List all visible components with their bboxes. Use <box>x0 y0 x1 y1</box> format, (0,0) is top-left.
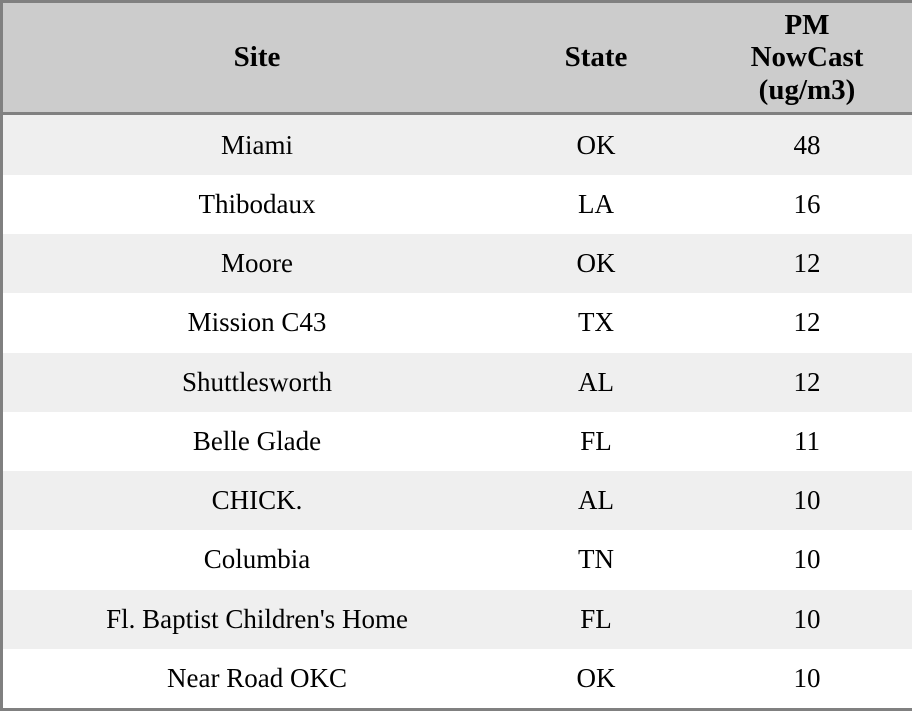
cell-site: Belle Glade <box>192 425 322 456</box>
cell-state: OK <box>576 662 616 693</box>
cell-state: AL <box>578 485 614 516</box>
table-row <box>3 234 912 293</box>
cell-site: Columbia <box>203 544 311 575</box>
cell-value: 12 <box>793 248 821 279</box>
cell-value: 10 <box>793 603 821 634</box>
cell-value: 10 <box>793 485 821 516</box>
pm-nowcast-table <box>3 3 912 708</box>
column-header-site: Site <box>3 3 511 114</box>
cell-value: 16 <box>793 188 821 219</box>
cell-value: 10 <box>793 662 821 693</box>
column-header-pm-nowcast-line1: PM <box>784 9 830 41</box>
table-row <box>3 353 912 412</box>
cell-site: Shuttlesworth <box>181 366 332 397</box>
cell-value: 12 <box>793 366 821 397</box>
cell-site: Near Road OKC <box>167 662 347 693</box>
cell-site: Miami <box>221 129 293 160</box>
column-header-pm-nowcast <box>681 3 912 114</box>
cell-value: 12 <box>793 307 821 338</box>
cell-state: OK <box>576 129 616 160</box>
cell-site: Moore <box>221 248 293 279</box>
table-row <box>3 175 912 234</box>
table-body <box>3 114 912 708</box>
cell-site: Thibodaux <box>198 188 316 219</box>
cell-state: OK <box>576 248 616 279</box>
cell-value: 48 <box>793 129 821 160</box>
table-row <box>3 412 912 471</box>
cell-state: TN <box>578 544 614 575</box>
table-row <box>3 649 912 708</box>
table-row <box>3 293 912 352</box>
cell-state: FL <box>580 425 612 456</box>
cell-value: 10 <box>793 544 821 575</box>
table-row <box>3 114 912 175</box>
cell-state: LA <box>578 188 614 219</box>
column-header-pm-nowcast-line3: (ug/m3) <box>758 73 856 106</box>
table-header-row <box>3 3 912 114</box>
cell-site: CHICK. <box>211 485 303 516</box>
column-header-pm-nowcast-line2: NowCast <box>750 41 864 74</box>
cell-state: AL <box>578 366 614 397</box>
cell-state: TX <box>578 307 614 338</box>
table-row <box>3 590 912 649</box>
cell-state: FL <box>580 603 612 634</box>
table-header <box>3 3 912 114</box>
cell-site: Fl. Baptist Children's Home <box>106 603 408 634</box>
cell-site: Mission C43 <box>187 307 327 338</box>
table-row <box>3 530 912 589</box>
cell-value: 11 <box>794 425 820 456</box>
column-header-state: State <box>511 3 681 114</box>
table-row <box>3 471 912 530</box>
